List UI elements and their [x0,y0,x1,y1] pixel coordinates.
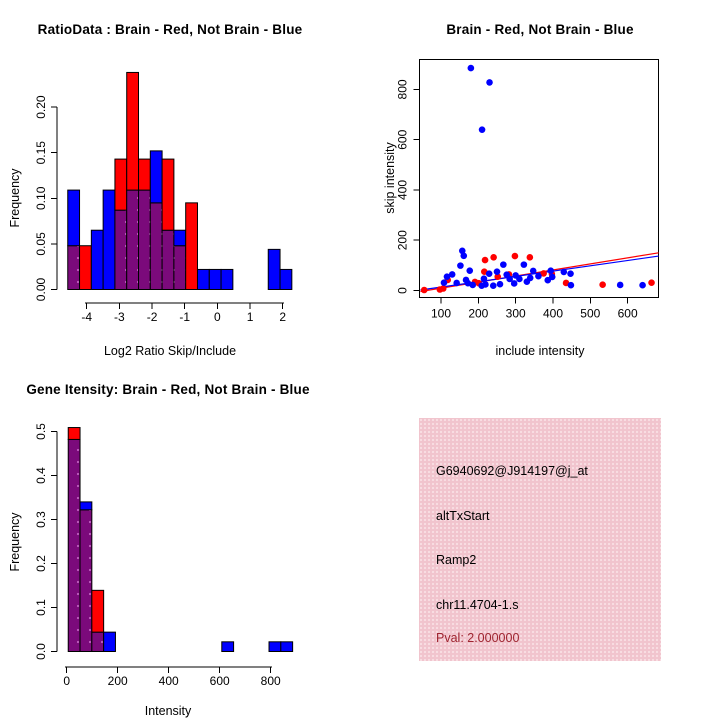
info-event-type: altTxStart [436,509,490,523]
x-tick-label: 1 [246,310,254,324]
scatter-point-blue [524,278,531,285]
y-tick-label: 0.4 [34,467,48,484]
hist-bar [268,249,280,289]
x-tick-label: 800 [260,674,281,688]
scatter-point-blue [486,79,493,86]
panel-gene-intensity-histogram [0,360,360,720]
panel-ratio-histogram [0,0,360,360]
x-tick-label: -1 [179,310,191,324]
hist-bar-overlap [150,203,162,290]
gene-histogram-xlabel: Intensity [144,704,192,718]
hist-bar-overlap [80,510,92,652]
hist-bar [197,269,209,289]
scatter-point-blue [561,269,568,276]
ratio-histogram-title: RatioData : Brain - Red, Not Brain - Blue [37,22,303,37]
hist-bar-overlap [68,246,80,290]
scatter-point-blue [466,267,473,274]
y-tick-label: 0.2 [34,555,48,572]
scatter-point-red [648,279,655,286]
hist-bar-overlap [68,439,80,651]
hist-bar [221,269,233,289]
scatter-point-blue [639,282,646,289]
info-gene-name: Ramp2 [436,553,477,567]
x-tick-label: 100 [430,306,452,321]
y-tick-label: 0 [395,287,410,294]
info-panel-box [419,418,661,661]
scatter-point-blue [512,272,519,279]
x-tick-label: -4 [81,310,93,324]
scatter-point-blue [481,275,488,282]
x-tick-label: 0 [63,674,71,688]
scatter-xlabel: include intensity [495,344,585,358]
hist-bar [281,642,293,652]
ratio-histogram-xlabel: Log2 Ratio Skip/Include [103,344,237,358]
info-pval: Pval: 2.000000 [436,631,520,645]
hist-bar-overlap [92,632,104,651]
scatter-point-blue [521,261,528,268]
scatter-point-red [440,285,447,292]
scatter-point-blue [617,282,624,289]
scatter-point-red [527,254,534,261]
scatter-point-red [421,287,428,294]
hist-bar [280,269,292,289]
scatter-point-blue [547,267,554,274]
x-tick-label: -3 [114,310,125,324]
scatter-point-red [512,253,519,260]
ratio-histogram-plot [0,0,360,360]
panel-info [360,360,720,720]
x-tick-label: -2 [146,310,158,324]
x-tick-label: 0 [214,310,221,324]
hist-bar-overlap [139,190,151,289]
y-tick-label: 0.5 [34,423,48,440]
scatter-point-blue [511,280,518,287]
scatter-point-blue [486,270,493,277]
x-tick-label: 2 [279,310,287,324]
y-tick-label: 0.20 [34,95,48,119]
hist-bar-overlap [127,190,139,289]
scatter-point-blue [535,273,542,280]
scatter-point-red [599,281,606,288]
scatter-point-blue [567,270,574,277]
hist-bar [139,159,151,190]
scatter-point-red [490,254,497,261]
plot-box [419,59,658,297]
x-tick-label: 400 [542,306,564,321]
panel-intensity-scatter [360,0,720,360]
scatter-title: Brain - Red, Not Brain - Blue [446,22,634,37]
hist-bar [269,642,281,652]
hist-bar [68,190,80,246]
gene-histogram-title: Gene Itensity: Brain - Red, Not Brain - Blue [26,382,310,397]
scatter-point-blue [568,282,575,289]
hist-bar [91,230,103,289]
hist-bar [222,642,234,652]
scatter-point-blue [479,126,486,133]
x-tick-label: 300 [505,306,526,321]
hist-bar [92,590,104,632]
x-tick-label: 400 [158,674,179,688]
y-tick-label: 0.1 [34,599,48,616]
hist-bar [150,151,162,203]
scatter-point-blue [482,281,489,288]
y-tick-label: 0.00 [34,277,48,302]
info-probeset-id: G6940692@J914197@j_at [436,464,588,478]
hist-bar [174,230,186,246]
y-tick-label: 200 [395,230,410,251]
ratio-histogram-ylabel: Frequency [8,168,22,228]
hist-bar [80,502,92,510]
scatter-point-blue [500,261,507,268]
x-tick-label: 500 [580,306,601,321]
hist-bar-overlap [174,246,186,290]
info-location: chr11.4704-1.s [436,598,519,612]
hist-bar [209,269,221,289]
scatter-point-blue [457,262,464,269]
hist-bar [162,159,174,230]
hist-bar [115,159,127,210]
y-tick-label: 0.15 [34,141,48,165]
hist-bar-overlap [162,230,174,289]
scatter-point-blue [469,282,476,289]
y-tick-label: 400 [395,179,410,200]
scatter-point-blue [497,281,504,288]
scatter-point-blue [453,280,460,287]
scatter-point-blue [530,268,537,275]
hist-bar [103,190,115,289]
scatter-point-red [482,257,489,264]
y-tick-label: 0.05 [34,232,48,256]
x-tick-label: 200 [468,306,489,321]
hist-bar [127,72,139,190]
scatter-point-blue [460,253,467,260]
y-tick-label: 0.10 [34,186,48,210]
scatter-point-blue [468,65,475,72]
x-tick-label: 600 [617,306,638,321]
y-tick-label: 800 [395,79,410,100]
scatter-point-blue [544,277,551,284]
scatter-point-blue [444,273,451,280]
gene-histogram-plot [0,360,360,720]
y-tick-label: 600 [395,129,410,150]
y-tick-label: 0.3 [34,511,48,528]
gene-histogram-ylabel: Frequency [8,512,22,572]
x-tick-label: 200 [107,674,128,688]
hist-bar [104,632,116,651]
y-tick-label: 0.0 [34,643,48,660]
scatter-point-blue [494,268,501,275]
hist-bar [80,246,92,290]
hist-bar-overlap [115,210,127,289]
intensity-scatter-plot [360,0,720,360]
scatter-point-blue [490,282,497,289]
scatter-ylabel: skip intensity [383,142,397,214]
scatter-point-blue [441,279,448,286]
x-tick-label: 600 [209,674,230,688]
hist-bar [186,203,198,290]
hist-bar [68,428,80,440]
